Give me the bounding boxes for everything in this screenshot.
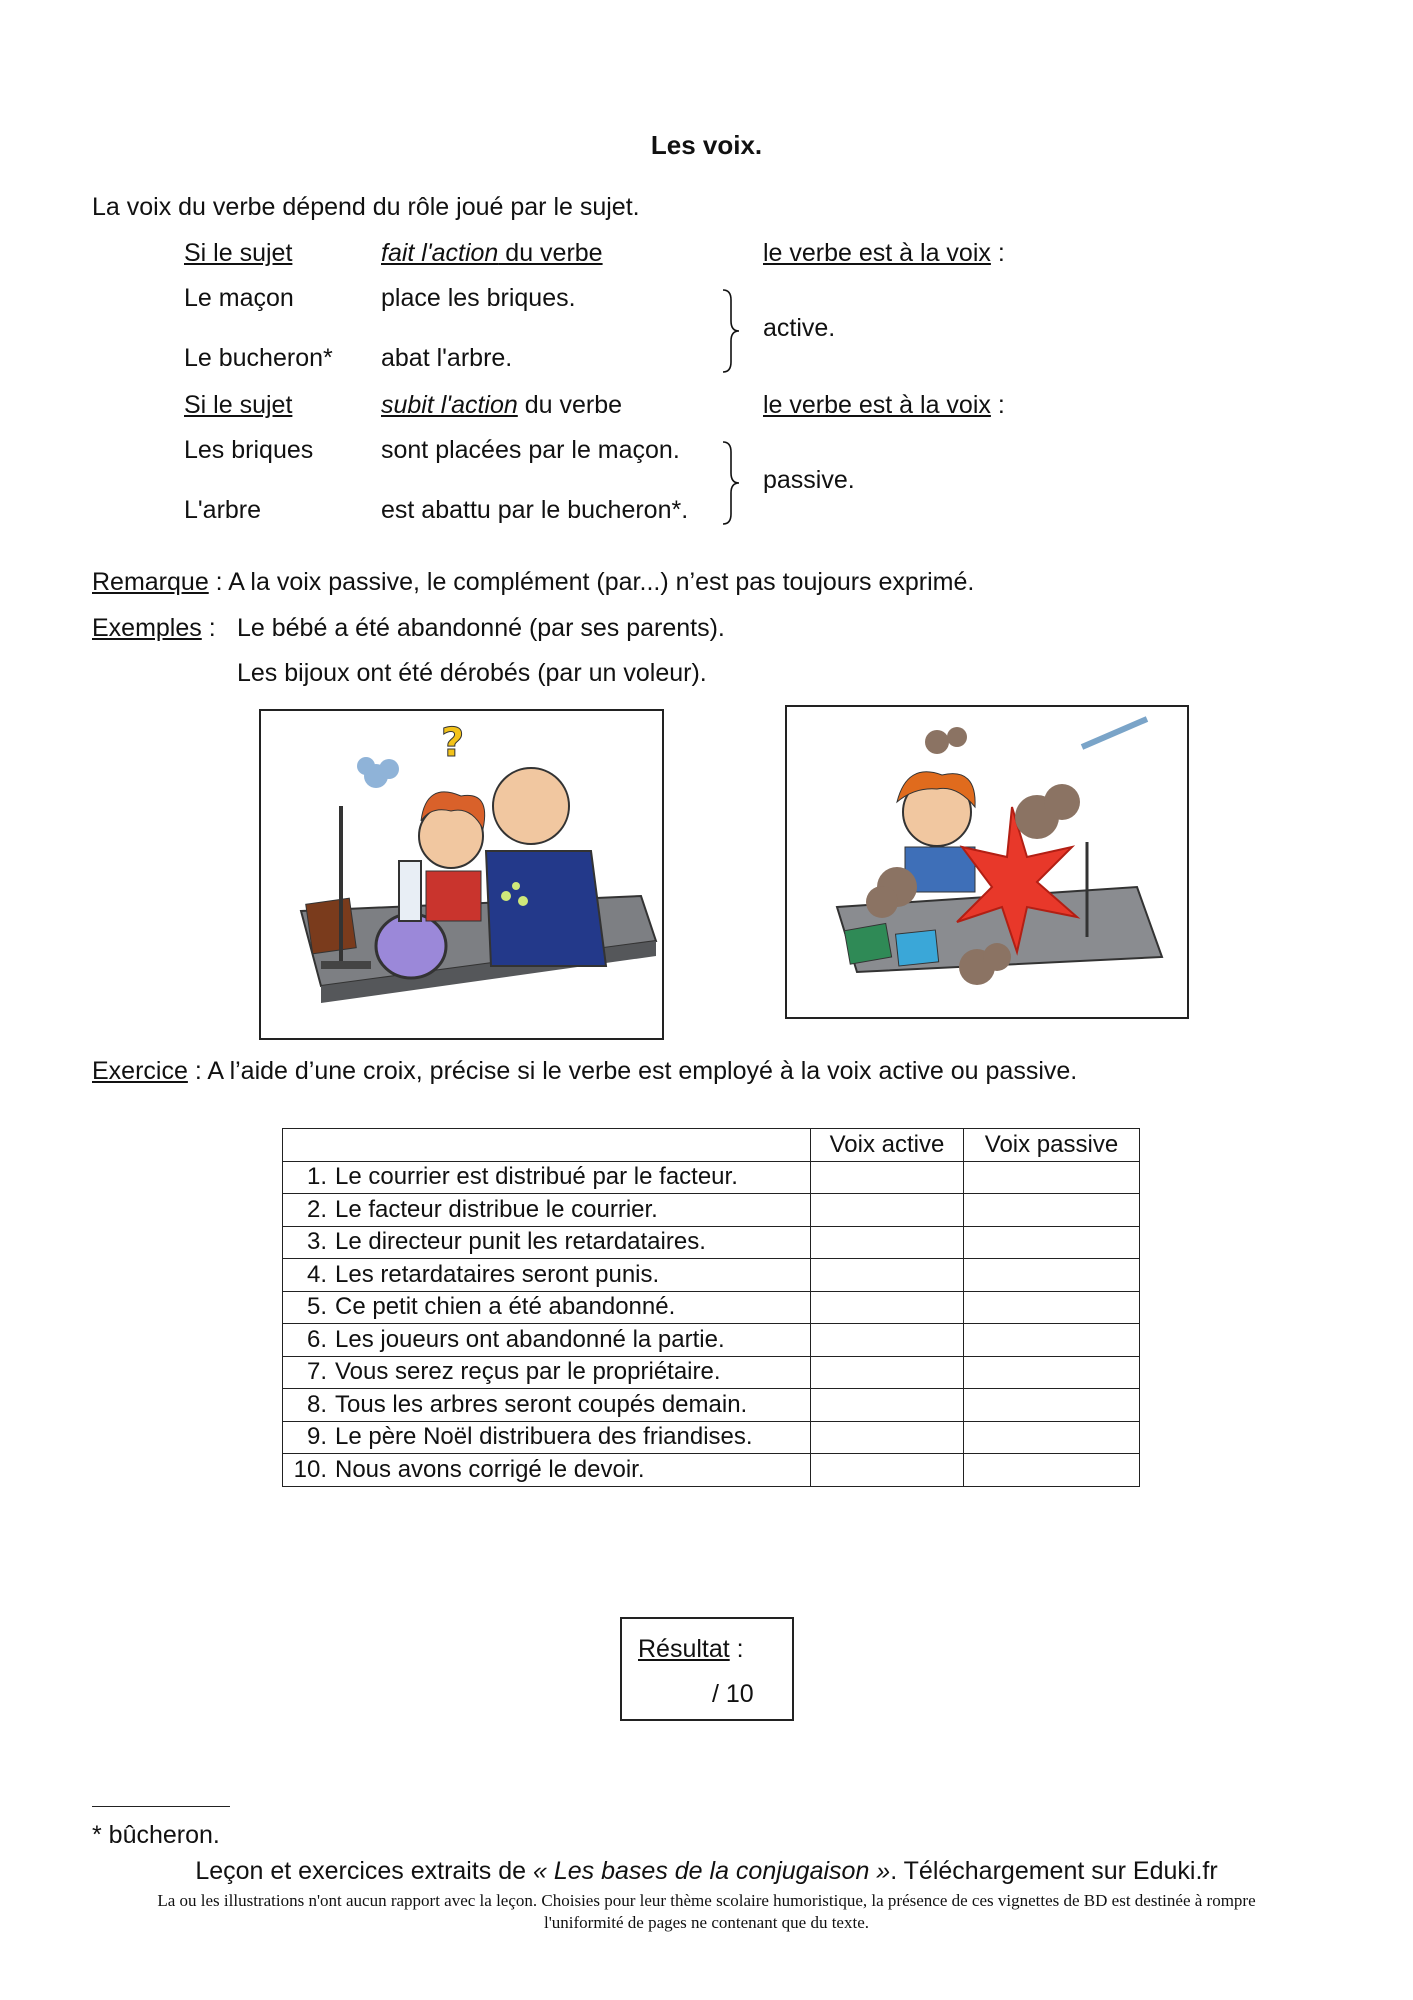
illustration-lab-explosion [785, 705, 1189, 1019]
passive-voice-result: passive. [763, 466, 855, 494]
sentence-text: Ce petit chien a été abandonné. [335, 1293, 676, 1321]
sentence-cell [283, 1291, 811, 1324]
passive-cell[interactable] [963, 1389, 1139, 1422]
active-row-2-predicate: abat l'arbre. [381, 344, 513, 372]
passive-action-rest: du verbe [517, 391, 623, 419]
table-row [283, 1194, 1140, 1227]
sentence-text: Le courrier est distribué par le facteur. [335, 1163, 738, 1191]
passive-cell[interactable] [963, 1161, 1139, 1194]
sentence-cell [283, 1161, 811, 1194]
passive-header-action [381, 391, 622, 420]
page-title: Les voix. [650, 130, 763, 160]
table-row [283, 1291, 1140, 1324]
row-number: 7. [306, 1358, 327, 1386]
table-row [283, 1389, 1140, 1422]
active-action-italic: fait l'action [381, 239, 499, 267]
example-2: Les bijoux ont été dérobés (par un voleur). [237, 659, 707, 687]
exercise-label: Exercice [92, 1057, 188, 1085]
active-cell[interactable] [811, 1421, 964, 1454]
passive-row-2-predicate: est abattu par le bucheron*. [381, 496, 689, 524]
sentence-text: Vous serez reçus par le propriétaire. [335, 1358, 721, 1386]
row-number: 6. [306, 1325, 327, 1353]
active-cell[interactable] [811, 1194, 964, 1227]
result-box [620, 1617, 794, 1721]
passive-row-2-subject: L'arbre [184, 496, 262, 524]
active-row-2-subject: Le bucheron* [184, 344, 333, 372]
row-number: 2. [306, 1195, 327, 1223]
passive-cell[interactable] [963, 1324, 1139, 1357]
active-cell[interactable] [811, 1356, 964, 1389]
active-row-1-subject: Le maçon [184, 284, 294, 312]
result-label: Résultat [638, 1635, 730, 1663]
active-voice-colon: : [990, 239, 1005, 267]
footer-book-title: « Les bases de la conjugaison » [533, 1857, 891, 1885]
passive-brace-icon [720, 440, 742, 526]
lab-explosion-icon [787, 707, 1187, 1017]
sentence-text: Nous avons corrigé le devoir. [335, 1455, 645, 1483]
svg-text:?: ? [441, 720, 465, 766]
row-number: 10. [293, 1455, 327, 1483]
remark-label: Remarque [92, 568, 209, 596]
active-row-1-predicate: place les briques. [381, 284, 576, 312]
example-1: Le bébé a été abandonné (par ses parents). [237, 614, 725, 642]
sentence-cell [283, 1356, 811, 1389]
active-cell[interactable] [811, 1454, 964, 1487]
footer-suffix: . Téléchargement sur Eduki.fr [890, 1857, 1218, 1885]
footer-prefix: Leçon et exercices extraits de [195, 1857, 533, 1885]
sentence-text: Le père Noël distribuera des friandises. [335, 1423, 753, 1451]
active-header-action [381, 239, 603, 268]
active-action-rest: du verbe [498, 239, 603, 267]
row-number: 1. [306, 1163, 327, 1191]
active-brace-icon [720, 288, 742, 374]
sentence-text: Le directeur punit les retardataires. [335, 1228, 706, 1256]
row-number: 9. [306, 1423, 327, 1451]
passive-action-italic: subit l'action [381, 391, 518, 419]
table-row [283, 1324, 1140, 1357]
exercise-table [282, 1128, 1140, 1487]
intro-text: La voix du verbe dépend du rôle joué par le sujet. [92, 193, 640, 221]
table-header-sentence [283, 1129, 811, 1162]
passive-header-voice [763, 391, 1005, 420]
active-header-subject: Si le sujet [184, 239, 293, 267]
footnote-rule [92, 1806, 230, 1807]
examples-label: Exemples [92, 614, 202, 642]
sentence-text: Le facteur distribue le courrier. [335, 1195, 658, 1223]
table-row [283, 1161, 1140, 1194]
active-cell[interactable] [811, 1324, 964, 1357]
table-row [283, 1421, 1140, 1454]
active-cell[interactable] [811, 1226, 964, 1259]
table-row [283, 1259, 1140, 1292]
sentence-cell [283, 1194, 811, 1227]
lab-scene-professor-icon [261, 711, 662, 1038]
sentence-cell [283, 1324, 811, 1357]
sentence-text: Les joueurs ont abandonné la partie. [335, 1325, 725, 1353]
passive-voice-label: le verbe est à la voix [763, 391, 991, 419]
passive-cell[interactable] [963, 1259, 1139, 1292]
exercise-instruction [92, 1057, 1077, 1086]
active-cell[interactable] [811, 1161, 964, 1194]
table-row [283, 1356, 1140, 1389]
active-cell[interactable] [811, 1389, 964, 1422]
table-row [283, 1454, 1140, 1487]
active-cell[interactable] [811, 1259, 964, 1292]
passive-cell[interactable] [963, 1454, 1139, 1487]
footer-disclaimer-line-2: l'uniformité de pages ne contenant que du texte. [543, 1913, 869, 1932]
remark-text: : A la voix passive, le complément (par...) n’est pas toujours exprimé. [208, 568, 975, 596]
row-number: 8. [306, 1390, 327, 1418]
table-row [283, 1226, 1140, 1259]
footer-credit [0, 1857, 1413, 1886]
passive-cell[interactable] [963, 1226, 1139, 1259]
table-header-passive: Voix passive [963, 1129, 1139, 1162]
row-number: 4. [306, 1260, 327, 1288]
table-header-row [283, 1129, 1140, 1162]
passive-cell[interactable] [963, 1291, 1139, 1324]
sentence-cell [283, 1421, 811, 1454]
passive-row-1-predicate: sont placées par le maçon. [381, 436, 680, 464]
footer-disclaimer-line-1: La ou les illustrations n'ont aucun rapport avec la leçon. Choisies pour leur thème scolaire humoristique, la présence de ces vignettes de BD est destinée à rompre [157, 1891, 1256, 1910]
passive-cell[interactable] [963, 1194, 1139, 1227]
footnote: * bûcheron. [92, 1821, 220, 1849]
sentence-cell [283, 1226, 811, 1259]
remark [92, 568, 974, 597]
active-cell[interactable] [811, 1291, 964, 1324]
exercise-text: : A l’aide d’une croix, précise si le verbe est employé à la voix active ou passive. [187, 1057, 1078, 1085]
sentence-text: Tous les arbres seront coupés demain. [335, 1390, 748, 1418]
table-header-active: Voix active [811, 1129, 964, 1162]
examples-label-wrap [92, 614, 216, 643]
illustration-lab-professor [259, 709, 664, 1040]
passive-voice-colon: : [990, 391, 1005, 419]
active-header-voice [763, 239, 1005, 268]
result-label-wrap [638, 1635, 744, 1664]
active-voice-result: active. [763, 314, 836, 342]
result-colon: : [729, 1635, 744, 1663]
sentence-cell [283, 1454, 811, 1487]
row-number: 3. [306, 1228, 327, 1256]
examples-colon: : [201, 614, 216, 642]
passive-cell[interactable] [963, 1421, 1139, 1454]
sentence-text: Les retardataires seront punis. [335, 1260, 660, 1288]
row-number: 5. [306, 1293, 327, 1321]
passive-row-1-subject: Les briques [184, 436, 314, 464]
sentence-cell [283, 1389, 811, 1422]
passive-header-subject: Si le sujet [184, 391, 293, 419]
passive-cell[interactable] [963, 1356, 1139, 1389]
result-score: / 10 [712, 1680, 754, 1708]
sentence-cell [283, 1259, 811, 1292]
active-voice-label: le verbe est à la voix [763, 239, 991, 267]
